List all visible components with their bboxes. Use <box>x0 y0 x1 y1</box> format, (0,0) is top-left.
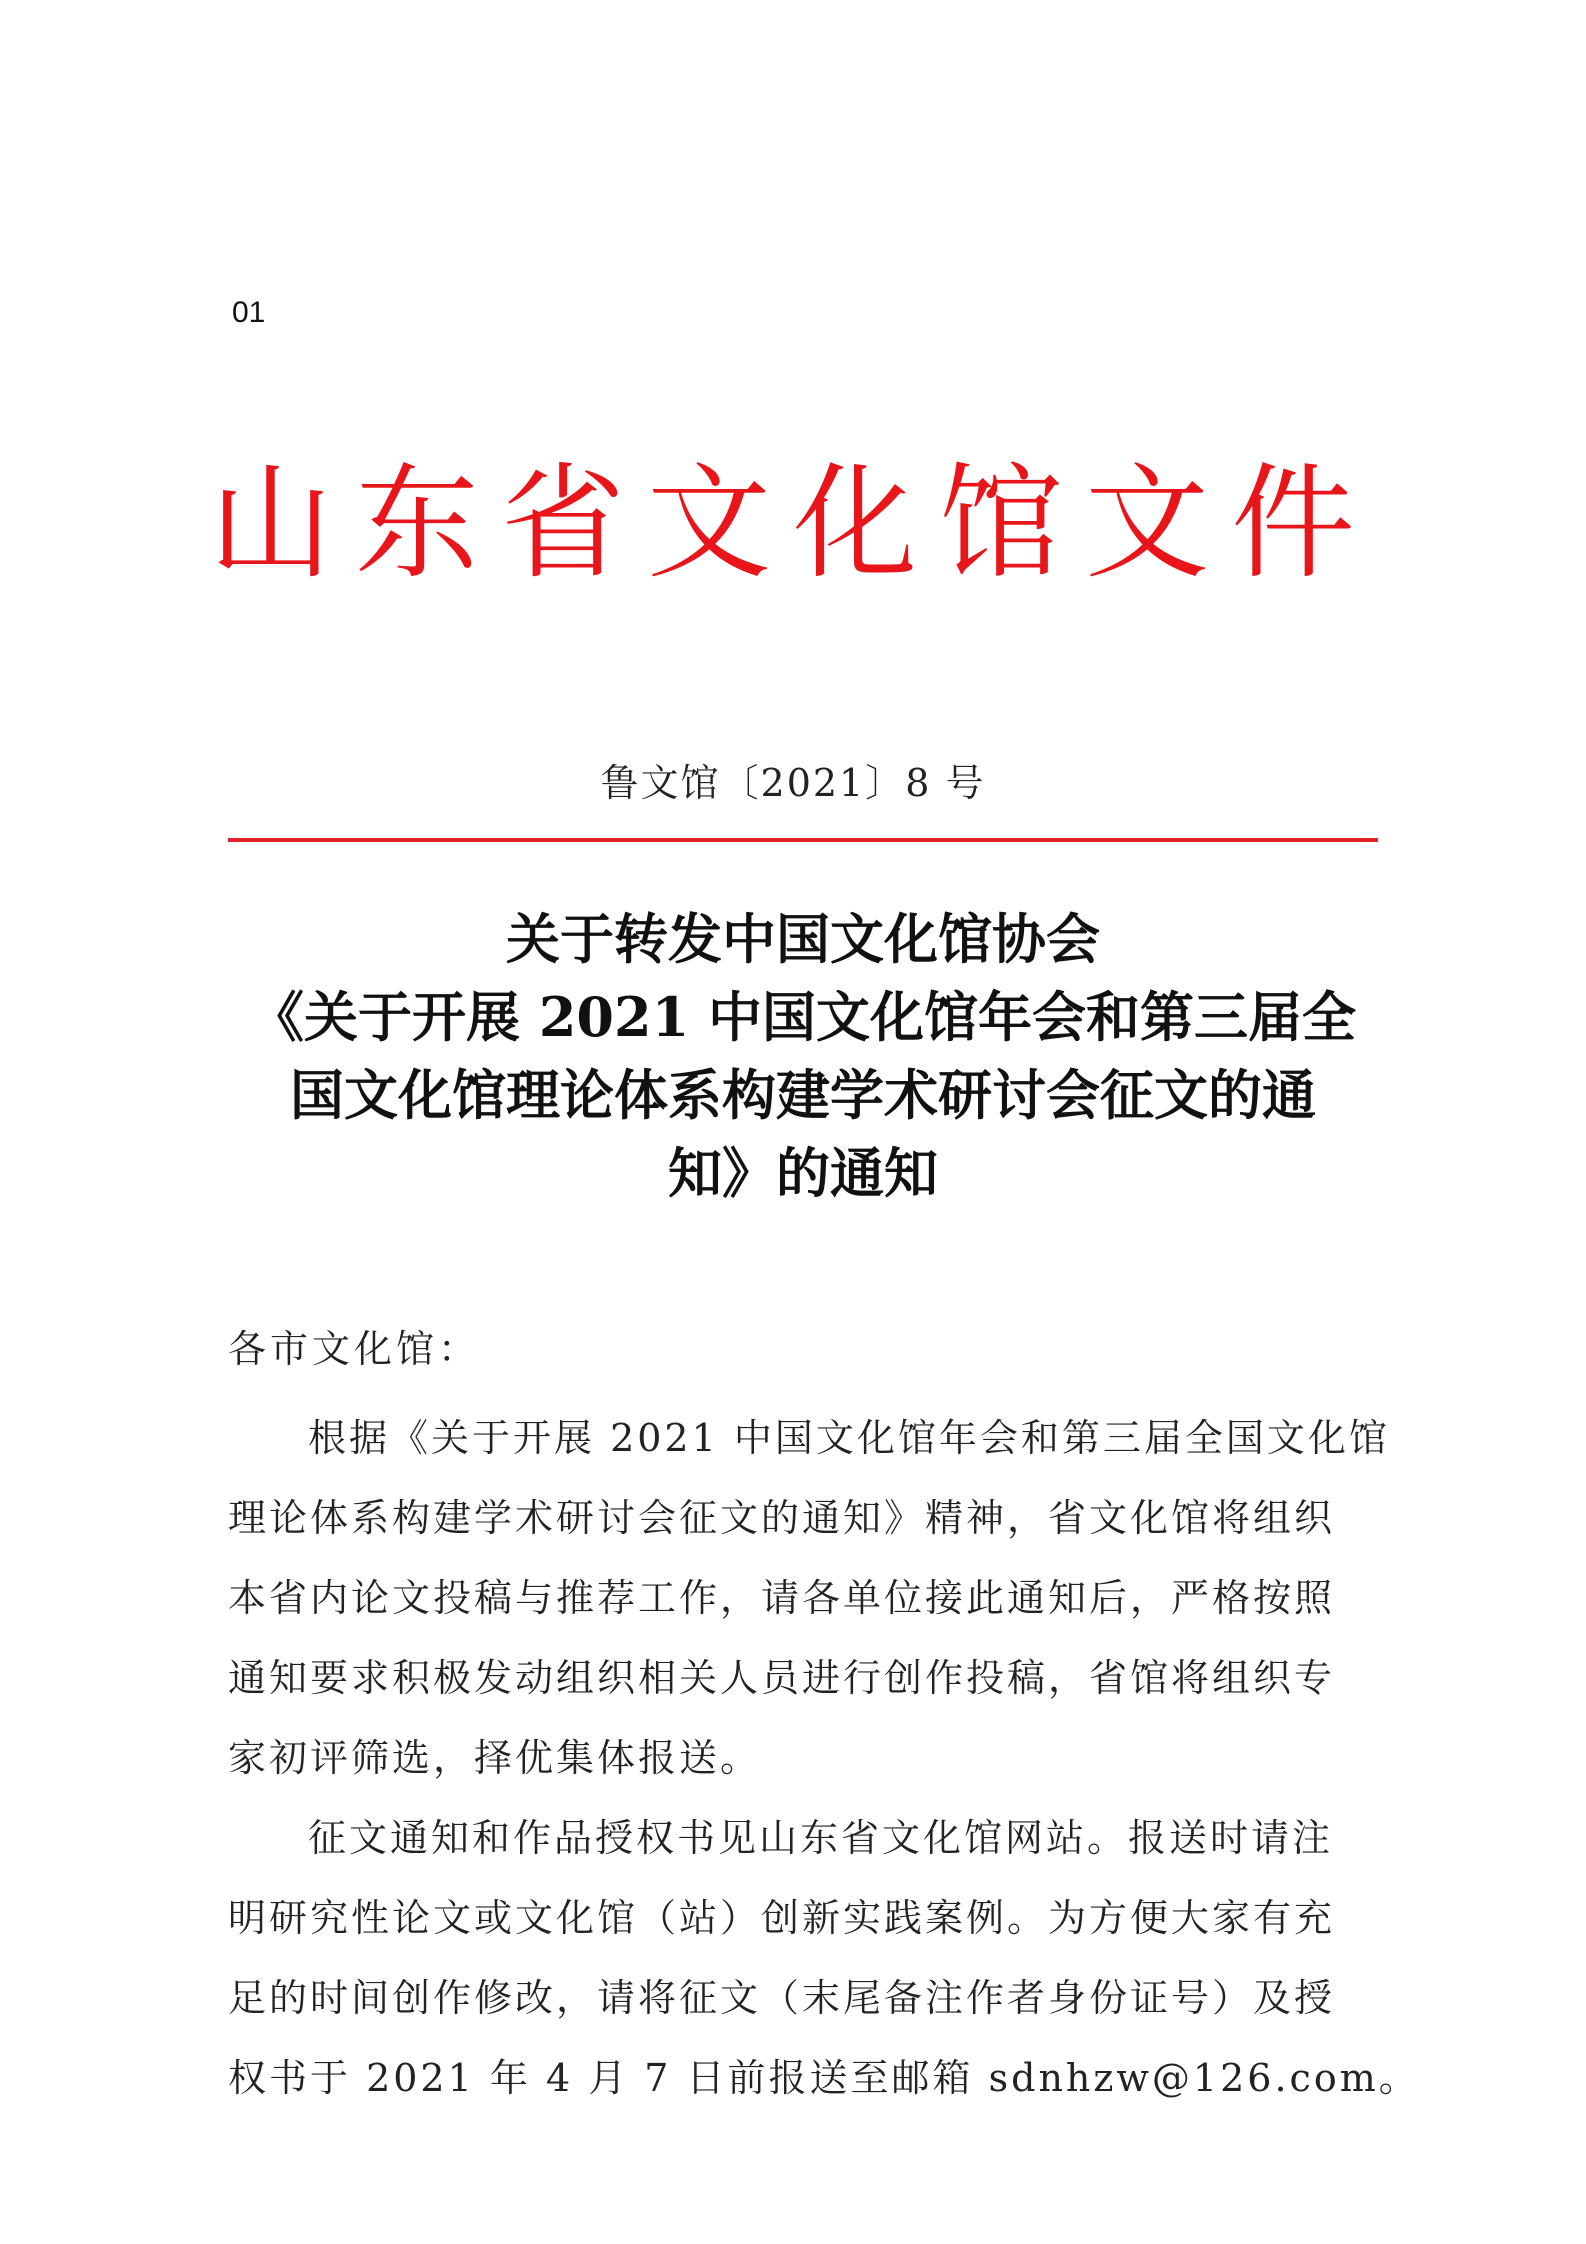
title-line: 关于转发中国文化馆协会 <box>506 907 1100 971</box>
paragraph-line: 本省内论文投稿与推荐工作，请各单位接此通知后，严格按照 <box>228 1576 1336 1620</box>
masthead-title: 山东省文化馆文件 <box>208 452 1377 596</box>
title-line: 国文化馆理论体系构建学术研讨会征文的通 <box>290 1063 1316 1127</box>
title-line: 《关于开展 2021 中国文化馆年会和第三届全 <box>250 985 1356 1049</box>
paragraph-line: 家初评筛选，择优集体报送。 <box>228 1736 762 1780</box>
document-title <box>228 900 1378 1212</box>
red-divider-line <box>228 838 1378 842</box>
paragraph-line: 权书于 2021 年 4 月 7 日前报送至邮箱 sdnhzw@126.com。 <box>228 2056 1420 2100</box>
paragraph-line: 足的时间创作修改，请将征文（末尾备注作者身份证号）及授 <box>228 1976 1336 2020</box>
page-number: 01 <box>232 296 266 329</box>
paragraph-line: 根据《关于开展 2021 中国文化馆年会和第三届全国文化馆 <box>308 1416 1390 1460</box>
paragraph-line: 征文通知和作品授权书见山东省文化馆网站。报送时请注 <box>308 1816 1334 1860</box>
paragraph-line: 明研究性论文或文化馆（站）创新实践案例。为方便大家有充 <box>228 1896 1336 1940</box>
paragraph-line: 理论体系构建学术研讨会征文的通知》精神，省文化馆将组织 <box>228 1496 1336 1540</box>
title-line: 知》的通知 <box>668 1141 938 1205</box>
body-paragraph-1 <box>228 1398 1390 1798</box>
document-number: 鲁文馆〔2021〕8 号 <box>600 761 986 805</box>
paragraph-line: 通知要求积极发动组织相关人员进行创作投稿，省馆将组织专 <box>228 1656 1336 1700</box>
salutation: 各市文化馆： <box>228 1327 481 1371</box>
body-paragraph-2 <box>228 1798 1420 2118</box>
